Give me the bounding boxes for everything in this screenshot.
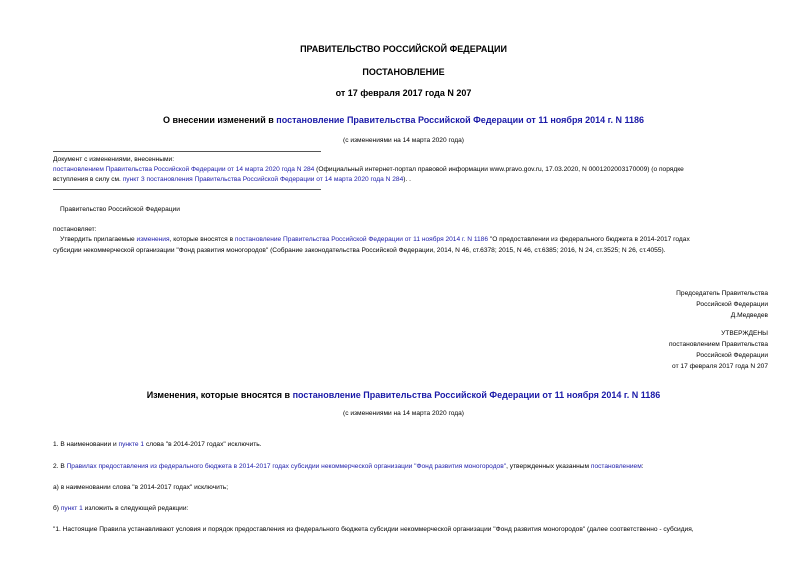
revision-note: (с изменениями на 14 марта 2020 года): [343, 137, 464, 144]
item-b-link[interactable]: пункт 1: [60, 505, 83, 512]
approval-line-4: от 17 февраля 2017 года N 207: [672, 363, 768, 370]
approval-line-3: Российской Федерации: [696, 352, 768, 359]
paragraph-approve: [53, 235, 768, 256]
p1-e: (Собрание законодательства Российской Федерации, 2014, N 46, ст.6378; 2015, N 46, ст.6385; 2016, N 24, ст.3525; N 26, ст.4055).: [268, 246, 666, 254]
document-title: [0, 115, 807, 125]
item-2: [53, 463, 644, 470]
government-name: Правительство Российской Федерации: [60, 206, 180, 213]
resolution-short-link[interactable]: постановлением: [590, 463, 642, 470]
changes-revision-note: (с изменениями на 14 марта 2020 года): [343, 410, 464, 417]
changes-link[interactable]: изменения: [136, 236, 170, 243]
changes-text-2: вступления в силу см.: [53, 175, 123, 183]
title-prefix: О внесении изменений в: [162, 115, 277, 125]
item-b-b: изложить в следующей редакции:: [82, 505, 189, 512]
signature-position-1: Председатель Правительства: [676, 290, 768, 297]
item2-b: , утвержденных указанным: [506, 463, 591, 470]
signature-name: Д.Медведев: [730, 312, 768, 319]
item-b: [53, 505, 188, 512]
item2-a: 2. В: [53, 463, 67, 470]
changes-text-1: (Официальный интернет-портал правовой информации www.pravo.gov.ru, 17.03.2020, N 0001202003170009) (о порядке: [314, 166, 684, 173]
item2-c: :: [641, 463, 644, 470]
divider-top: [53, 151, 321, 152]
decrees-label: постановляет:: [53, 226, 97, 233]
item-a: а) в наименовании слова "в 2014-2017 годах" исключить;: [53, 484, 229, 491]
approval-block: [669, 328, 768, 372]
approval-line-1: УТВЕРЖДЕНЫ: [721, 330, 768, 337]
quote-paragraph: "1. Настоящие Правила устанавливают условия и порядок предоставления из федерального бюджета субсидии некоммерческой организации "Фонд развития моногородов" (далее соответственно - субсидия,: [53, 526, 694, 533]
signature-position-2: Российской Федерации: [696, 301, 768, 308]
p1-a: Утвердить прилагаемые: [60, 236, 137, 243]
changes-heading: Документ с изменениями, внесенными:: [53, 156, 175, 163]
item1-link[interactable]: пункте 1: [118, 441, 145, 448]
effective-date-link[interactable]: пункт 3 постановления Правительства Российской Федерации от 14 марта 2020 года N 284: [122, 175, 404, 183]
p1-d: субсидии некоммерческой организации "Фонд развития моногородов": [53, 246, 269, 254]
resolution-link[interactable]: постановление Правительства Российской Федерации от 11 ноября 2014 г. N 1186: [234, 236, 489, 243]
document-date: от 17 февраля 2017 года N 207: [335, 88, 472, 98]
approval-line-2: постановлением Правительства: [668, 341, 768, 348]
changes-section-title: [0, 390, 807, 400]
divider-bottom: [53, 189, 321, 190]
item-b-a: б): [53, 505, 61, 512]
changes-title-prefix: Изменения, которые вносятся в: [146, 390, 293, 400]
p1-c: "О предоставлении из федерального бюджета в 2014-2017 годах: [488, 236, 690, 243]
changes-title-link[interactable]: постановление Правительства Российской Федерации от 11 ноября 2014 г. N 1186: [292, 390, 661, 400]
item1-a: 1. В наименовании и: [53, 441, 119, 448]
government-title: ПРАВИТЕЛЬСТВО РОССИЙСКОЙ ФЕДЕРАЦИИ: [300, 44, 507, 54]
p1-b: , которые вносятся в: [169, 236, 235, 243]
item1-b: слова "в 2014-2017 годах" исключить.: [144, 441, 262, 448]
item-1: [53, 441, 262, 448]
changes-text-3: ). .: [403, 175, 411, 183]
rules-link[interactable]: Правилах предоставления из федерального бюджета в 2014-2017 годах субсидии некоммерческой организации "Фонд развития моногородов": [66, 463, 507, 470]
title-link[interactable]: постановление Правительства Российской Федерации от 11 ноября 2014 г. N 1186: [276, 115, 644, 125]
signature-block: [676, 288, 768, 321]
changes-text: [53, 165, 768, 184]
amendment-link[interactable]: постановлением Правительства Российской Федерации от 14 марта 2020 года N 284: [53, 166, 315, 173]
document-type: ПОСТАНОВЛЕНИЕ: [362, 67, 445, 77]
